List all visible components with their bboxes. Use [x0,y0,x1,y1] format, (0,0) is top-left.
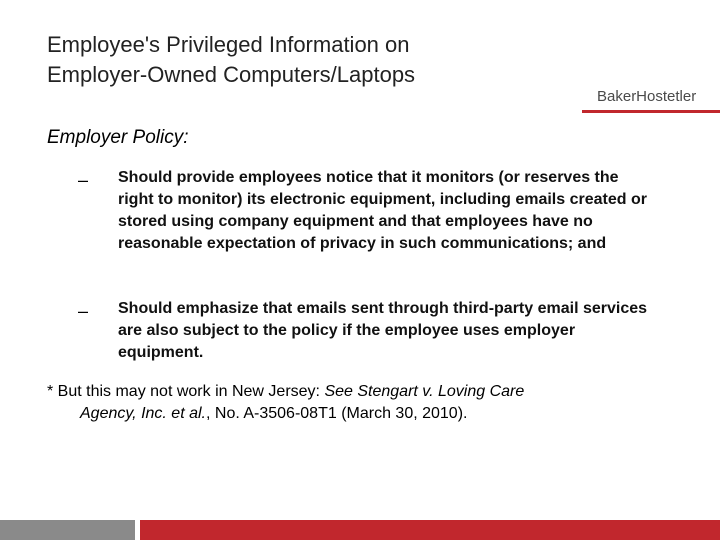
bakerhostetler-logo: BakerHostetler [597,88,697,105]
bullet-dash-1: – [78,170,89,190]
bullet-text-1: Should provide employees notice that it monitors (or reserves the right to monitor) its electronic equipment, including emails created or stored using company equipment and that employees have no reasonable expectation of privacy in such communications; and [118,169,647,252]
title-accent-rule [582,110,720,113]
bullet-dash-2: – [78,301,89,321]
slide-title [47,30,567,90]
title-line-1: Employee's Privileged Information on [47,32,410,57]
footnote [47,381,697,425]
bullet-text-2: Should emphasize that emails sent through third-party email services are also subject to the policy if the employee uses employer equipment. [118,300,648,361]
footer-grey-bar [0,520,135,540]
footnote-suffix: , No. A-3506-08T1 (March 30, 2010). [206,405,468,422]
title-line-2: Employer-Owned Computers/Laptops [47,62,416,87]
footnote-case-1: See Stengart v. Loving Care [324,383,525,400]
footnote-case-2: Agency, Inc. et al. [80,405,206,422]
footnote-prefix: * But this may not work in New Jersey: [47,383,325,400]
footer-red-bar [140,520,720,540]
subtitle: Employer Policy: [47,127,189,148]
